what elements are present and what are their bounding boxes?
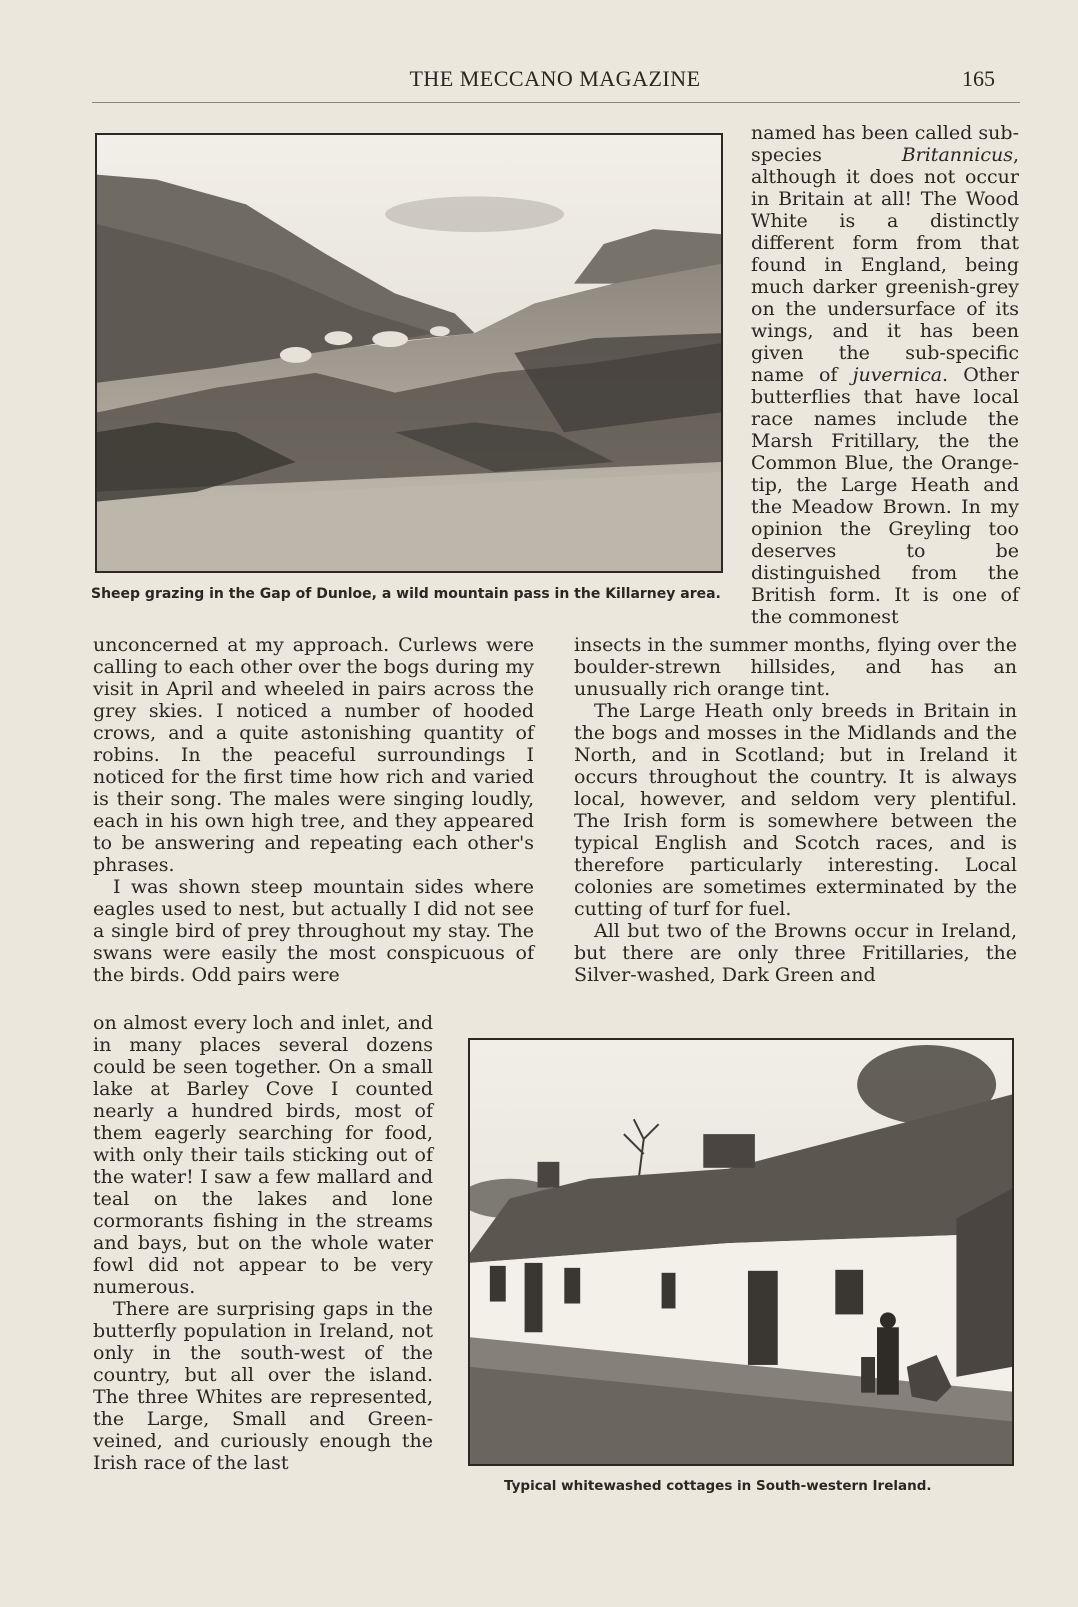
right-column-text	[574, 634, 1017, 986]
left-paragraph-4: There are surprising gaps in the butterfly population in Ireland, not only in the south-west of the country, but all over the island. The three Whites are represented, the Large, Small and Green-veined, and curiously enough the Irish race of the last	[93, 1298, 433, 1474]
sheep-mountain-photo	[95, 133, 723, 573]
top-photo-caption: Sheep grazing in the Gap of Dunloe, a wild mountain pass in the Killarney area.	[91, 586, 721, 602]
left-column-text	[93, 634, 534, 986]
left-paragraph-2: I was shown steep mountain sides where eagles used to nest, but actually I did not see a single bird of prey throughout my stay. The swans were easily the most conspicuous of the birds. Odd pairs were	[93, 876, 534, 986]
right-paragraph-1: insects in the summer months, flying over the boulder-strewn hillsides, and has an unusually rich orange tint.	[574, 634, 1017, 700]
left-paragraph-1: unconcerned at my approach. Curlews were calling to each other over the bogs during my visit in April and wheeled in pairs across the grey skies. I noticed a number of hooded crows, and a quite astonishing quantity of robins. In the peaceful surroundings I noticed for the first time how rich and varied is their song. The males were singing loudly, each in his own high tree, and they appeared to be answering and repeating each other's phrases.	[93, 634, 534, 876]
page-number: 165	[962, 66, 995, 91]
right-paragraph-2: The Large Heath only breeds in Britain in the bogs and mosses in the Midlands and the North, and in Scotland; but in Ireland it occurs throughout the country. It is always local, however, and seldom very plentiful. The Irish form is somewhere between the typical English and Scotch races, and is therefore particularly interesting. Local colonies are sometimes exterminated by the cutting of turf for fuel.	[574, 700, 1017, 920]
header-rule	[92, 102, 1020, 103]
left-paragraph-3: on almost every loch and inlet, and in many places several dozens could be seen together. On a small lake at Barley Cove I counted nearly a hundred birds, most of them eagerly searching for food, with only their tails sticking out of the water! I saw a few mallard and teal on the lakes and lone cormorants fishing in the streams and bays, but on the whole water fowl did not appear to be very numerous.	[93, 1012, 433, 1298]
bottom-photo-caption: Typical whitewashed cottages in South-western Ireland.	[504, 1478, 932, 1494]
magazine-title: THE MECCANO MAGAZINE	[409, 66, 701, 91]
cottage-photo	[468, 1038, 1014, 1466]
left-narrow-column-text	[93, 1012, 433, 1474]
right-column-top-text: named has been called sub-species Britannicus, although it does not occur in Britain at all! The Wood White is a distinctly different form from that found in England, being much darker greenish-grey on the undersurface of its wings, and it has been given the sub-specific name of juvernica. Other butterflies that have local race names include the Marsh Fritillary, the the Common Blue, the Orange-tip, the Large Heath and the Meadow Brown. In my opinion the Greyling too deserves to be distinguished from the British form. It is one of the commonest	[751, 122, 1019, 628]
right-paragraph-3: All but two of the Browns occur in Ireland, but there are only three Fritillaries, the Silver-washed, Dark Green and	[574, 920, 1017, 986]
